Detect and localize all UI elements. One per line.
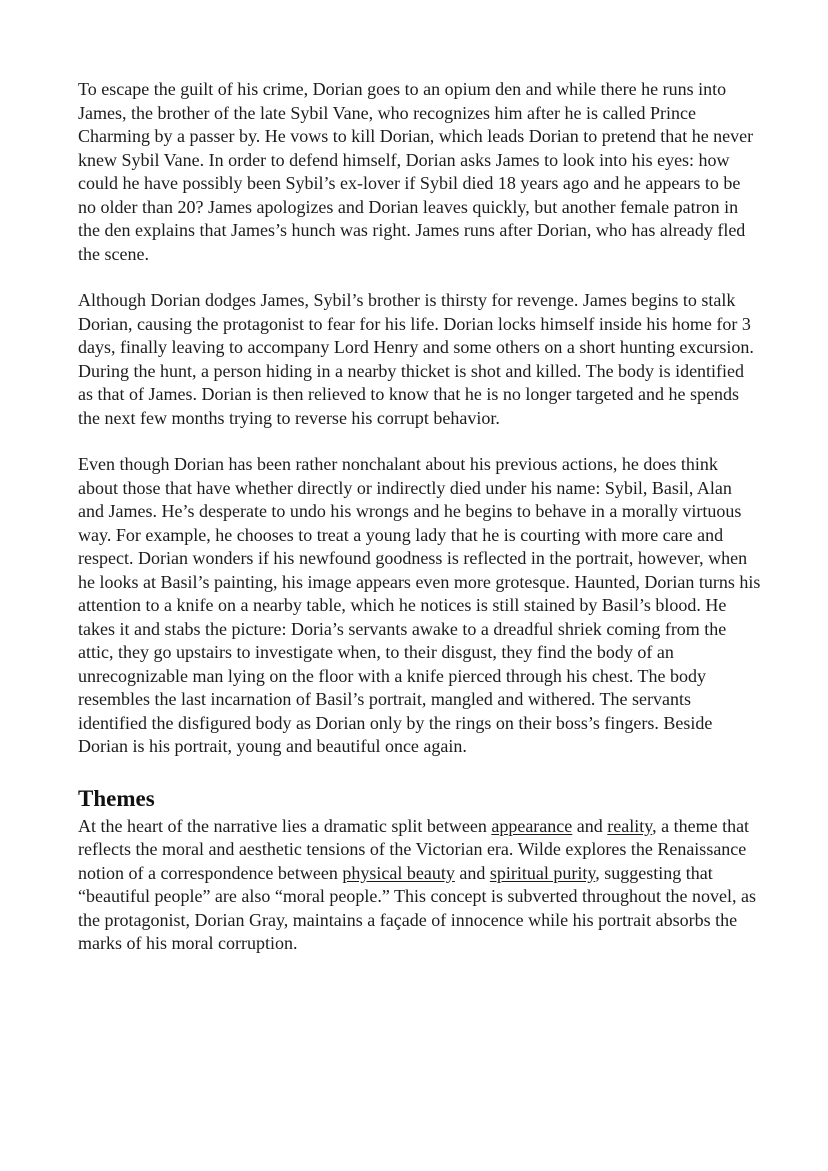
summary-paragraph-1: To escape the guilt of his crime, Dorian goes to an opium den and while there he runs into James, the brother of the late Sybil Vane, who recognizes him after he is called Prince Charming by a passer by. He vows to kill Dorian, which leads Dorian to pretend that he never knew Sybil Vane. In order to defend himself, Dorian asks James to look into his eyes: how could he have possibly been Sybil’s ex-lover if Sybil died 18 years ago and he appears to be no older than 20? James apologizes and Dorian leaves quickly, but another female patron in the den explains that James’s hunch was right. James runs after Dorian, who has already fled the scene. (78, 79, 754, 264)
text-segment: and (572, 815, 608, 836)
text-segment: , a theme that reflects the moral and aesthetic tensions of the Victorian era. Wilde explores the Renaissance notion of a correspondence between (78, 815, 750, 883)
underlined-term: reality (607, 815, 653, 836)
underlined-term: appearance (491, 815, 573, 836)
underlined-term: physical beauty (342, 862, 455, 883)
text-segment: At the heart of the narrative lies a dramatic split between (78, 815, 492, 836)
document-content (78, 78, 762, 979)
summary-paragraph-2: Although Dorian dodges James, Sybil’s brother is thirsty for revenge. James begins to stalk Dorian, causing the protagonist to fear for his life. Dorian locks himself inside his home for 3 days, finally leaving to accompany Lord Henry and some others on a short hunting excursion. During the hunt, a person hiding in a nearby thicket is shot and killed. The body is identified as that of James. Dorian is then relieved to know that he is no longer targeted and he spends the next few months trying to reverse his corrupt behavior. (78, 290, 754, 428)
underlined-term: spiritual purity (489, 862, 596, 883)
text-segment: , suggesting that “beautiful people” are also “moral people.” This concept is subverted throughout the novel, as the protagonist, Dorian Gray, maintains a façade of innocence while his portrait absorbs the marks of his moral corruption. (78, 862, 756, 953)
themes-paragraph (78, 815, 762, 956)
text-segment: and (454, 862, 490, 883)
section-heading-themes: Themes (78, 785, 155, 811)
summary-paragraph-3: Even though Dorian has been rather nonchalant about his previous actions, he does think about those that have whether directly or indirectly died under his name: Sybil, Basil, Alan and James. He’s desperate to undo his wrongs and he begins to behave in a morally virtuous way. For example, he chooses to treat a young lady that he is courting with more care and respect. Dorian wonders if his newfound goodness is reflected in the portrait, however, when he looks at Basil’s painting, his image appears even more grotesque. Haunted, Dorian turns his attention to a knife on a nearby table, which he notices is still stained by Basil’s blood. He takes it and stabs the picture: Doria’s servants awake to a dreadful shriek coming from the attic, they go upstairs to investigate when, to their disgust, they find the body of an unrecognizable man lying on the floor with a knife pierced through his chest. The body resembles the last incarnation of Basil’s portrait, mangled and withered. The servants identified the disfigured body as Dorian only by the rings on their boss’s fingers. Beside Dorian is his portrait, young and beautiful once again. (78, 454, 761, 756)
